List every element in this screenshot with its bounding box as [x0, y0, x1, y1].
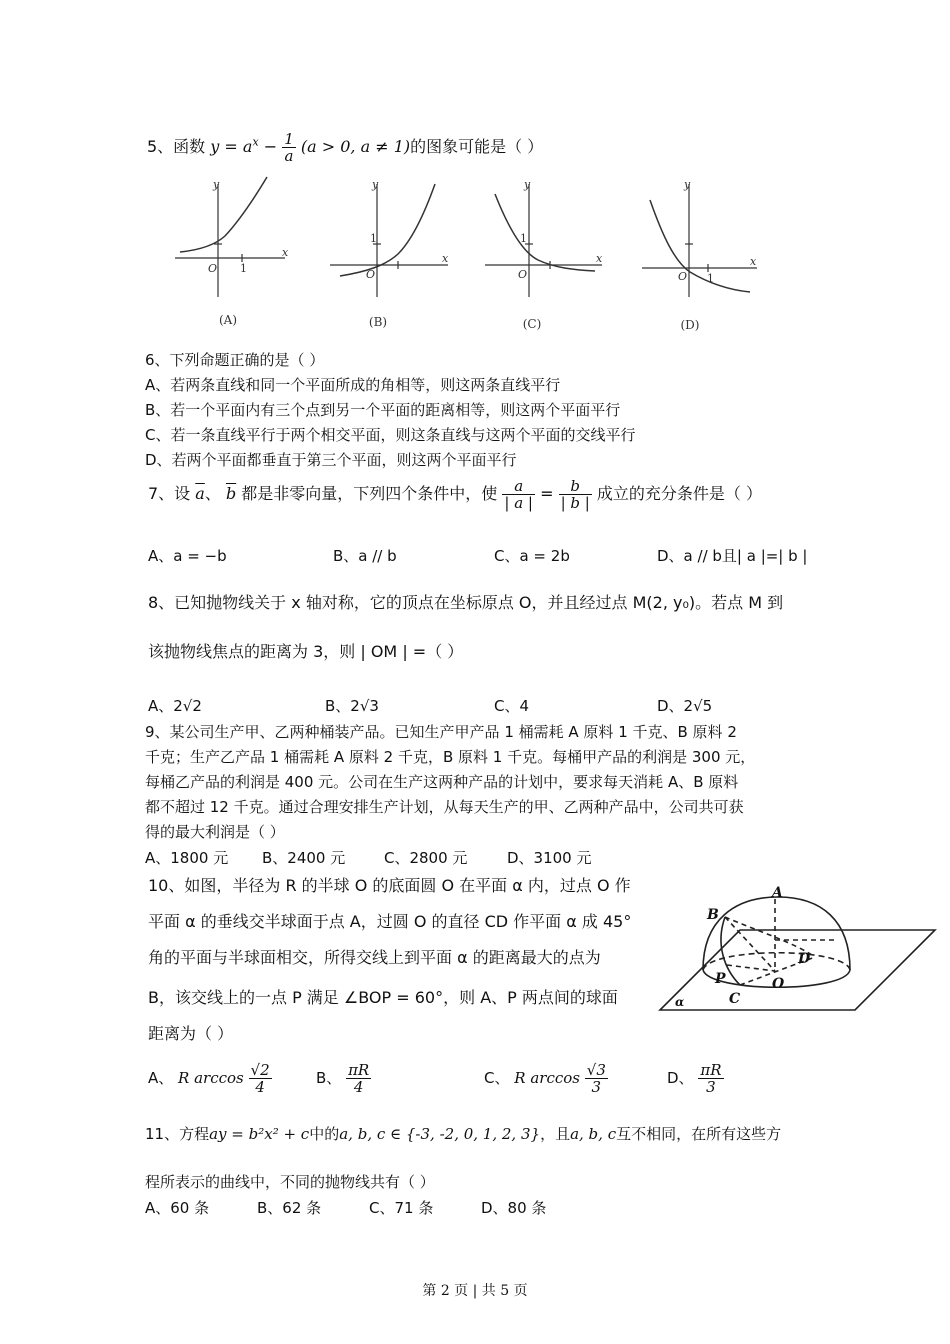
- q7-vector-a: $\overline{a}$: [195, 484, 205, 503]
- q10-option-a-label: A、: [148, 1069, 174, 1087]
- q10-option-d-den: 3: [706, 1078, 716, 1096]
- q11-line-2: 程所表示的曲线中，不同的抛物线共有（ ）: [145, 1173, 435, 1191]
- line-ob: [725, 917, 775, 971]
- q10-option-c-label: C、: [484, 1069, 510, 1087]
- q5-cond: (a > 0, a ≠ 1): [300, 137, 411, 156]
- q7-option-c: C、a = 2b: [494, 547, 570, 565]
- graph-b-one: 1: [370, 232, 377, 245]
- q11-option-c: C、71 条: [369, 1199, 434, 1217]
- q10-option-c: [484, 1062, 608, 1095]
- graph-c-label: (C): [522, 317, 542, 331]
- q10-hemisphere-figure: [655, 885, 940, 1020]
- graph-b-x-label: x: [442, 252, 449, 265]
- graph-d: [642, 184, 757, 297]
- q11-prefix: 11、方程: [145, 1125, 210, 1143]
- q10-option-b-den: 4: [353, 1078, 364, 1096]
- q8-line-2: 该抛物线焦点的距离为 3，则 | OM | =（ ）: [148, 642, 464, 661]
- q10-line-5: 距离为（ ）: [148, 1024, 234, 1043]
- q8-line-1: 8、已知抛物线关于 x 轴对称，它的顶点在坐标原点 O，并且经过点 M(2, y₀)。若点 M 到: [148, 593, 784, 612]
- q7-frac1-num: a: [502, 478, 535, 495]
- q5-exp: x: [252, 135, 259, 149]
- q8-option-a: A、2√2: [148, 697, 202, 715]
- q10-option-b: [316, 1062, 371, 1095]
- q7-option-d: D、a // b且| a |=| b |: [657, 547, 808, 565]
- q6-stem: 6、下列命题正确的是（ ）: [145, 351, 325, 369]
- q10-option-c-frac: [585, 1062, 608, 1095]
- label-c: C: [729, 991, 741, 1007]
- q9-line-4: 都不超过 12 千克。通过合理安排生产计划，从每天生产的甲、乙两种产品中，公司共可获: [145, 798, 744, 816]
- q11-and: ，且: [540, 1125, 571, 1143]
- q7-prefix: 7、设: [148, 484, 191, 503]
- q10-option-a-expr: R arccos: [178, 1069, 244, 1087]
- q11-vars: a, b, c: [570, 1125, 617, 1143]
- graph-a-label: (A): [218, 313, 238, 327]
- q10-option-c-den: 3: [591, 1078, 602, 1096]
- q11-option-d: D、80 条: [481, 1199, 547, 1217]
- q11-set: a, b, c ∈ {-3, -2, 0, 1, 2, 3}: [339, 1125, 541, 1143]
- q5-fraction: [282, 131, 296, 164]
- q5-func: y = a: [210, 137, 253, 156]
- graph-d-label: (D): [680, 318, 700, 332]
- page-footer: 第 2 页 | 共 5 页: [422, 1283, 528, 1299]
- q6-option-d: D、若两个平面都垂直于第三个平面，则这两个平面平行: [145, 451, 517, 469]
- q7-fraction-1: [502, 478, 535, 511]
- q10-option-a-den: 4: [255, 1078, 265, 1096]
- label-d: D: [798, 951, 811, 967]
- q9-option-b: B、2400 元: [262, 849, 346, 867]
- q10-option-d-label: D、: [667, 1069, 694, 1087]
- q5-suffix: 的图象可能是（ ）: [410, 137, 544, 156]
- q9-option-d: D、3100 元: [507, 849, 592, 867]
- graph-b-origin: O: [366, 268, 376, 281]
- graph-a-origin: O: [208, 262, 218, 275]
- q10-line-4: B，该交线上的一点 P 满足 ∠BOP = 60°，则 A、P 两点间的球面: [148, 988, 618, 1007]
- label-a: A: [772, 885, 783, 901]
- q10-line-3: 角的平面与半球面相交，所得交线上到平面 α 的距离最大的点为: [148, 948, 601, 967]
- q7-mid: 都是非零向量，下列四个条件中，使: [241, 484, 498, 503]
- q10-option-a-num: √2: [250, 1061, 270, 1079]
- graph-d-y-label: y: [684, 178, 691, 191]
- q8-option-d: D、2√5: [657, 697, 713, 715]
- q7-fraction-2: [559, 478, 592, 511]
- q9-line-3: 每桶乙产品的利润是 400 元。公司在生产这两种产品的计划中，要求每天消耗 A、B 原料: [145, 773, 739, 791]
- q7-option-a: A、a = −b: [148, 547, 227, 565]
- graph-c-y-label: y: [524, 178, 531, 191]
- q5-minus: −: [258, 137, 283, 156]
- q5-frac-den: a: [284, 147, 294, 165]
- q8-option-b: B、2√3: [325, 697, 379, 715]
- q7-vector-b: $\overline{b}$: [225, 484, 237, 503]
- q10-option-b-frac: [346, 1062, 371, 1095]
- graph-c-x-label: x: [596, 252, 603, 265]
- q8-option-c: C、4: [494, 697, 530, 715]
- q10-option-b-label: B、: [316, 1069, 342, 1087]
- q5-frac-num: 1: [284, 130, 294, 148]
- graph-b-y-label: y: [372, 178, 379, 191]
- graph-b: [330, 184, 448, 297]
- q11-suffix: 互不相同，在所有这些方: [616, 1125, 782, 1143]
- q7-option-b: B、a // b: [333, 547, 397, 565]
- q9-line-5: 得的最大利润是（ ）: [145, 823, 285, 841]
- q11-line-1: [145, 1124, 781, 1144]
- q11-equation: ay = b²x² + c: [209, 1125, 310, 1143]
- graph-a: [175, 177, 285, 297]
- graph-d-x-label: x: [750, 255, 757, 268]
- q6-option-a: A、若两条直线和同一个平面所成的角相等，则这两条直线平行: [145, 376, 561, 394]
- q7-equals: =: [540, 484, 554, 503]
- graph-d-one: 1: [707, 272, 714, 285]
- q11-option-a: A、60 条: [145, 1199, 210, 1217]
- graph-a-y-label: y: [213, 178, 220, 191]
- hemisphere-arc: [703, 897, 850, 970]
- label-b: B: [707, 907, 719, 923]
- q10-option-a: [148, 1062, 272, 1095]
- label-alpha: α: [675, 995, 685, 1009]
- label-o: O: [772, 976, 785, 992]
- q9-option-a: A、1800 元: [145, 849, 229, 867]
- graph-a-x-label: x: [282, 246, 289, 259]
- plane-alpha: [660, 930, 935, 1010]
- q10-option-a-frac: [249, 1062, 272, 1095]
- q10-option-b-num: πR: [348, 1061, 370, 1079]
- q7-frac2-den: | b |: [560, 494, 590, 512]
- graph-d-origin: O: [678, 270, 688, 283]
- q6-option-c: C、若一条直线平行于两个相交平面，则这条直线与这两个平面的交线平行: [145, 426, 636, 444]
- q11-mid: 中的: [309, 1125, 340, 1143]
- q9-line-1: 9、某公司生产甲、乙两种桶装产品。已知生产甲产品 1 桶需耗 A 原料 1 千克、B 原料 2: [145, 723, 737, 741]
- q10-option-d: [667, 1062, 724, 1095]
- q7-frac1-den: | a |: [504, 494, 533, 512]
- graph-a-one: 1: [240, 262, 247, 275]
- q10-option-d-num: πR: [700, 1061, 722, 1079]
- graph-c-origin: O: [518, 268, 528, 281]
- q7-sep: 、: [204, 484, 221, 503]
- q9-option-c: C、2800 元: [384, 849, 468, 867]
- q10-option-c-expr: R arccos: [514, 1069, 580, 1087]
- label-p: P: [715, 971, 726, 987]
- graph-b-label: (B): [368, 315, 388, 329]
- q10-option-c-num: √3: [586, 1061, 606, 1079]
- line-op: [727, 965, 775, 971]
- q9-line-2: 千克；生产乙产品 1 桶需耗 A 原料 2 千克，B 原料 1 千克。每桶甲产品的利润是 300 元，: [145, 748, 756, 766]
- q10-line-2: 平面 α 的垂线交半球面于点 A，过圆 O 的直径 CD 作平面 α 成 45°: [148, 912, 632, 931]
- q11-option-b: B、62 条: [257, 1199, 322, 1217]
- q7-suffix: 成立的充分条件是（ ）: [596, 484, 763, 503]
- q5-graphs: [170, 172, 770, 342]
- q10-option-d-frac: [698, 1062, 723, 1095]
- q5-prefix: 5、函数: [147, 137, 206, 156]
- q5-stem: [147, 131, 543, 164]
- graph-c: [485, 184, 602, 297]
- graph-c-one: 1: [520, 232, 527, 245]
- q7-stem: [148, 478, 762, 511]
- q10-line-1: 10、如图，半径为 R 的半球 O 的底面圆 O 在平面 α 内，过点 O 作: [148, 876, 631, 895]
- q6-option-b: B、若一个平面内有三个点到另一个平面的距离相等，则这两个平面平行: [145, 401, 621, 419]
- q7-frac2-num: b: [559, 478, 592, 495]
